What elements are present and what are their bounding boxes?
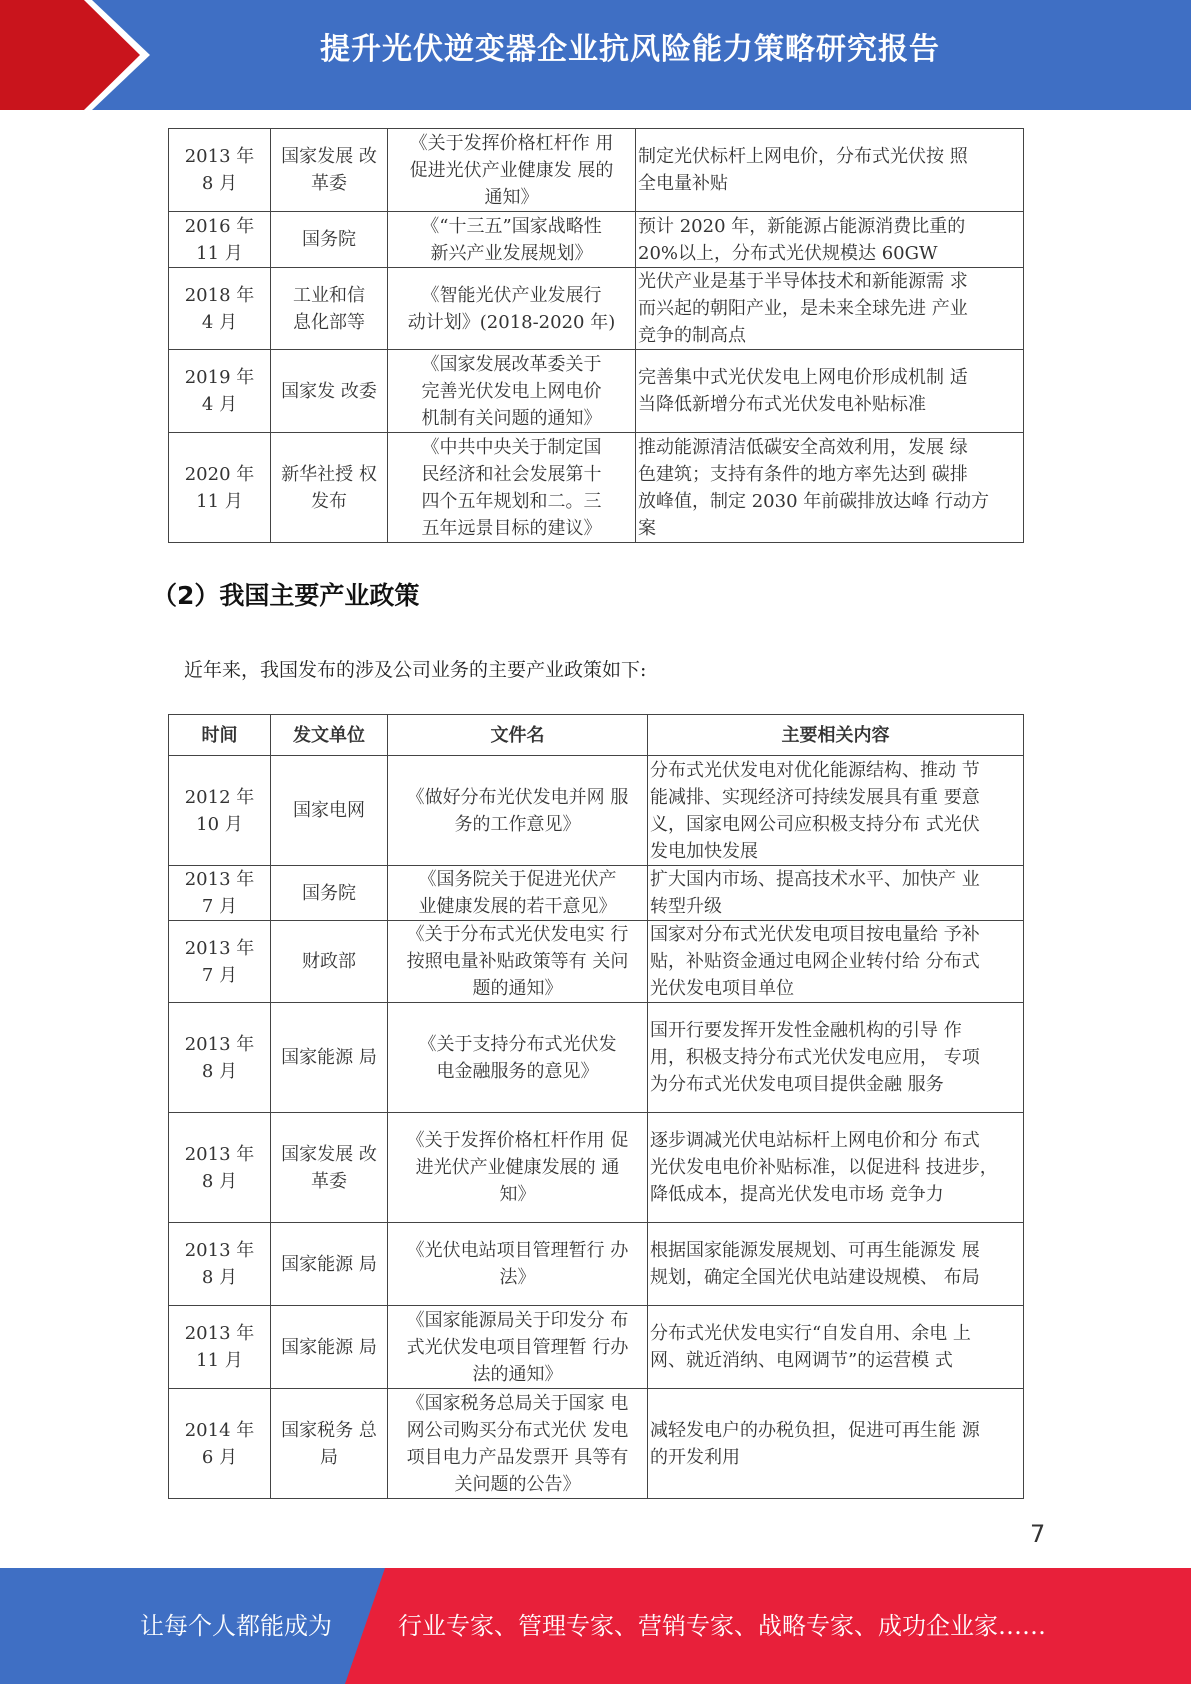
cell-issuer: 国家发 改委 <box>271 350 388 433</box>
cell-date: 2013 年 8 月 <box>169 1003 271 1113</box>
footer-slogan-left: 让每个人都能成为 <box>140 1612 332 1640</box>
header-time: 时间 <box>169 715 271 756</box>
cell-date: 2018 年 4 月 <box>169 268 271 350</box>
table-row <box>169 350 1024 433</box>
cell-document: 《中共中央关于制定国 民经济和社会发展第十 四个五年规划和二。三 五年远景目标的建议》 <box>388 433 636 543</box>
table-row <box>169 756 1024 866</box>
cell-issuer: 工业和信 息化部等 <box>271 268 388 350</box>
cell-date: 2013 年 8 月 <box>169 129 271 212</box>
cell-document: 《国务院关于促进光伏产 业健康发展的若干意见》 <box>388 866 648 921</box>
cell-issuer: 国务院 <box>271 866 388 921</box>
header-content: 主要相关内容 <box>648 715 1024 756</box>
cell-document: 《国家税务总局关于国家 电 网公司购买分布式光伏 发电 项目电力产品发票开 具等有 关问题的公告》 <box>388 1389 648 1499</box>
policy-table-continued <box>168 128 1024 543</box>
cell-date: 2016 年 11 月 <box>169 212 271 268</box>
cell-document: 《“十三五”国家战略性 新兴产业发展规划》 <box>388 212 636 268</box>
cell-issuer: 国家电网 <box>271 756 388 866</box>
header-issuer: 发文单位 <box>271 715 388 756</box>
footer-banner <box>0 1568 1191 1684</box>
footer-slogan-right: 行业专家、管理专家、营销专家、战略专家、成功企业家…… <box>398 1612 1046 1640</box>
table-row <box>169 866 1024 921</box>
table-row <box>169 1223 1024 1306</box>
cell-issuer: 国家能源 局 <box>271 1003 388 1113</box>
policy-table-continued-body <box>169 129 1024 543</box>
cell-issuer: 国家能源 局 <box>271 1223 388 1306</box>
cell-content: 完善集中式光伏发电上网电价形成机制 适 当降低新增分布式光伏发电补贴标准 <box>636 350 1024 433</box>
cell-content: 国家对分布式光伏发电项目按电量给 予补 贴，补贴资金通过电网企业转付给 分布式 光伏发电项目单位 <box>648 921 1024 1003</box>
table-row <box>169 1113 1024 1223</box>
table-row <box>169 1003 1024 1113</box>
table-row <box>169 921 1024 1003</box>
cell-document: 《做好分布光伏发电并网 服 务的工作意见》 <box>388 756 648 866</box>
cell-date: 2019 年 4 月 <box>169 350 271 433</box>
cell-date: 2013 年 11 月 <box>169 1306 271 1389</box>
table-row <box>169 1306 1024 1389</box>
table-row <box>169 433 1024 543</box>
cell-content: 扩大国内市场、提高技术水平、加快产 业 转型升级 <box>648 866 1024 921</box>
cell-document: 《关于发挥价格杠杆作用 促 进光伏产业健康发展的 通 知》 <box>388 1113 648 1223</box>
industry-policy-table <box>168 714 1024 1499</box>
cell-content: 减轻发电户的办税负担，促进可再生能 源 的开发利用 <box>648 1389 1024 1499</box>
cell-content: 逐步调减光伏电站标杆上网电价和分 布式 光伏发电电价补贴标准，以促进科 技进步， 降低成本，提高光伏发电市场 竞争力 <box>648 1113 1024 1223</box>
table-header-row <box>169 715 1024 756</box>
cell-document: 《关于发挥价格杠杆作 用 促进光伏产业健康发 展的 通知》 <box>388 129 636 212</box>
header-red-arrow <box>0 0 150 110</box>
table-row <box>169 1389 1024 1499</box>
table-row <box>169 268 1024 350</box>
section-intro: 近年来，我国发布的涉及公司业务的主要产业政策如下: <box>184 659 647 681</box>
report-title: 提升光伏逆变器企业抗风险能力策略研究报告 <box>320 32 940 67</box>
cell-issuer: 财政部 <box>271 921 388 1003</box>
industry-policy-table-body <box>169 756 1024 1499</box>
cell-issuer: 国家能源 局 <box>271 1306 388 1389</box>
cell-issuer: 国家发展 改 革委 <box>271 1113 388 1223</box>
cell-date: 2020 年 11 月 <box>169 433 271 543</box>
cell-issuer: 新华社授 权 发布 <box>271 433 388 543</box>
cell-content: 光伏产业是基于半导体技术和新能源需 求 而兴起的朝阳产业，是未来全球先进 产业 竞争的制高点 <box>636 268 1024 350</box>
cell-document: 《关于分布式光伏发电实 行 按照电量补贴政策等有 关问 题的通知》 <box>388 921 648 1003</box>
cell-content: 国开行要发挥开发性金融机构的引导 作 用，积极支持分布式光伏发电应用， 专项 为分布式光伏发电项目提供金融 服务 <box>648 1003 1024 1113</box>
cell-issuer: 国家发展 改 革委 <box>271 129 388 212</box>
section-heading: （2）我国主要产业政策 <box>152 581 420 610</box>
cell-document: 《关于支持分布式光伏发 电金融服务的意见》 <box>388 1003 648 1113</box>
cell-document: 《光伏电站项目管理暂行 办 法》 <box>388 1223 648 1306</box>
cell-content: 推动能源清洁低碳安全高效利用，发展 绿 色建筑；支持有条件的地方率先达到 碳排 放峰值，制定 2030 年前碳排放达峰 行动方 案 <box>636 433 1024 543</box>
cell-content: 制定光伏标杆上网电价，分布式光伏按 照 全电量补贴 <box>636 129 1024 212</box>
cell-content: 预计 2020 年，新能源占能源消费比重的 20%以上，分布式光伏规模达 60GW <box>636 212 1024 268</box>
cell-date: 2013 年 8 月 <box>169 1223 271 1306</box>
cell-issuer: 国务院 <box>271 212 388 268</box>
table-row <box>169 129 1024 212</box>
cell-document: 《智能光伏产业发展行 动计划》(2018-2020 年) <box>388 268 636 350</box>
cell-issuer: 国家税务 总 局 <box>271 1389 388 1499</box>
cell-date: 2012 年 10 月 <box>169 756 271 866</box>
cell-content: 分布式光伏发电对优化能源结构、推动 节 能减排、实现经济可持续发展具有重 要意 义，国家电网公司应积极支持分布 式光伏 发电加快发展 <box>648 756 1024 866</box>
table-row <box>169 212 1024 268</box>
header-document: 文件名 <box>388 715 648 756</box>
cell-document: 《国家能源局关于印发分 布 式光伏发电项目管理暂 行办 法的通知》 <box>388 1306 648 1389</box>
cell-date: 2013 年 7 月 <box>169 921 271 1003</box>
page-number: 7 <box>1030 1520 1046 1548</box>
cell-content: 根据国家能源发展规划、可再生能源发 展 规划，确定全国光伏电站建设规模、 布局 <box>648 1223 1024 1306</box>
cell-content: 分布式光伏发电实行“自发自用、余电 上 网、就近消纳、电网调节”的运营模 式 <box>648 1306 1024 1389</box>
cell-date: 2013 年 7 月 <box>169 866 271 921</box>
cell-date: 2013 年 8 月 <box>169 1113 271 1223</box>
cell-document: 《国家发展改革委关于 完善光伏发电上网电价 机制有关问题的通知》 <box>388 350 636 433</box>
cell-date: 2014 年 6 月 <box>169 1389 271 1499</box>
report-header <box>0 0 1191 110</box>
